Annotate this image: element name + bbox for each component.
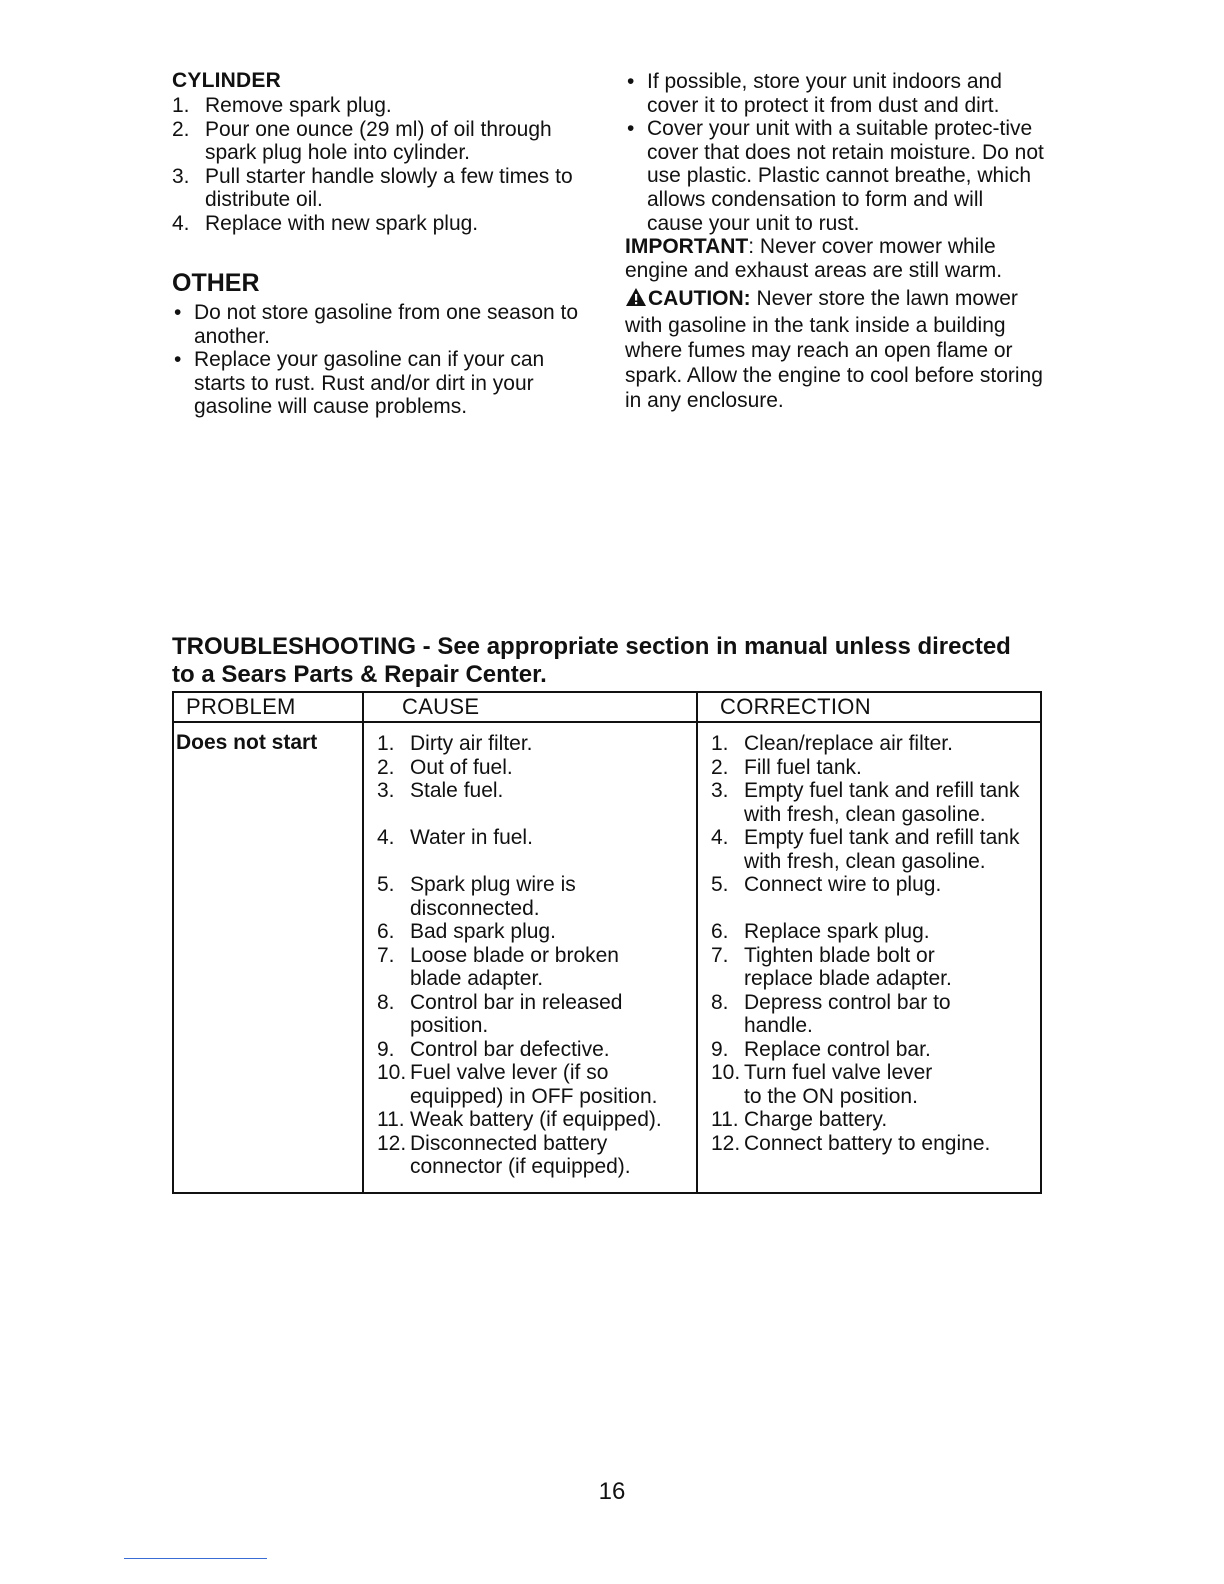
item-text: Empty fuel tank and refill tank with fresh, clean gasoline. (744, 779, 1020, 826)
item-text: Depress control bar to handle. (744, 990, 951, 1037)
list-item: 3. Pull starter handle slowly a few times to distribute oil. (172, 164, 573, 212)
item-text: Replace control bar. (744, 1037, 931, 1061)
item-text: Water in fuel. (410, 826, 533, 849)
item-number: 11. (711, 1108, 739, 1131)
item-text: Fuel valve lever (if so equipped) in OFF position. (410, 1061, 658, 1108)
item-number: 9. (377, 1037, 395, 1061)
important-label: IMPORTANT (625, 235, 749, 259)
item-text: Connect wire to plug. (744, 873, 942, 896)
other-section (172, 268, 592, 419)
item-number: 2. (377, 755, 395, 779)
item-number: 3. (711, 779, 729, 802)
item-text: Spark plug wire is disconnected. (410, 873, 576, 920)
list-item: 1. Remove spark plug. (172, 94, 392, 117)
item-number: 10. (711, 1061, 741, 1084)
item-text: Stale fuel. (410, 779, 504, 802)
item-text: Replace spark plug. (744, 920, 930, 943)
item-text: Tighten blade bolt or replace blade adapter. (744, 943, 952, 990)
item-number: 12. (377, 1131, 407, 1155)
important-note: IMPORTANT: Never cover mower while engine and exhaust areas are still warm. (625, 235, 1003, 282)
item-number: 1. (711, 732, 729, 755)
item-number: 4. (377, 826, 395, 849)
item-number: 3. (377, 779, 395, 802)
item-number: 6. (377, 920, 395, 943)
item-number: 7. (377, 943, 395, 967)
troubleshooting-title: TROUBLESHOOTING - See appropriate section in manual unless directed to a Sears Parts & Repair Center. (172, 633, 1011, 688)
item-text: Weak battery (if equipped). (410, 1108, 662, 1131)
bullet-icon: • (627, 117, 635, 141)
item-number: 6. (711, 920, 729, 943)
item-text: Loose blade or broken blade adapter. (410, 943, 619, 990)
item-number: 12. (711, 1131, 741, 1155)
item-number: 11. (377, 1108, 405, 1131)
item-text: Dirty air filter. (410, 732, 533, 755)
item-number: 10. (377, 1061, 407, 1084)
item-number: 9. (711, 1037, 729, 1061)
caution-label: CAUTION: (648, 287, 751, 311)
item-text: Control bar defective. (410, 1037, 610, 1061)
item-number: 1. (377, 732, 395, 755)
list-item: • Replace your gasoline can if your can starts to rust. Rust and/or dirt in your gasoline will cause problems. (174, 348, 545, 419)
cylinder-heading: CYLINDER (172, 69, 281, 92)
troubleshooting-table (172, 691, 1042, 1194)
item-text: Clean/replace air filter. (744, 732, 953, 755)
list-item: • If possible, store your unit indoors and cover it to protect it from dust and dirt. (627, 70, 1002, 117)
item-number: 8. (377, 990, 395, 1014)
item-text: Empty fuel tank and refill tank with fresh, clean gasoline. (744, 826, 1020, 873)
caution-note: CAUTION: Never store the lawn mower with gasoline in the tank inside a building where fumes may reach an open flame or spark. Allow the engine to cool before storing in any enclosure. (625, 287, 1043, 413)
item-text: Connect battery to engine. (744, 1131, 991, 1155)
item-text: Out of fuel. (410, 755, 513, 779)
item-text: Turn fuel valve lever to the ON position. (744, 1061, 933, 1108)
item-text: Fill fuel tank. (744, 755, 862, 779)
item-number: 4. (711, 826, 729, 849)
bullet-icon: • (627, 70, 635, 93)
list-item: • Cover your unit with a suitable protec-tive cover that does not retain moisture. Do not use plastic. Plastic cannot breathe, which allows condensation to form and will cause your unit to rust. (627, 117, 1044, 235)
warning-triangle-icon (625, 287, 647, 313)
storage-notes (625, 70, 1045, 413)
item-number: 7. (711, 943, 729, 967)
item-text: Disconnected battery connector (if equipped). (410, 1131, 631, 1178)
page-number: 16 (598, 1478, 626, 1505)
item-text: Bad spark plug. (410, 920, 556, 943)
list-item: • Do not store gasoline from one season to another. (174, 301, 579, 348)
cylinder-section (172, 68, 602, 236)
list-item: 2. Pour one ounce (29 ml) of oil through spark plug hole into cylinder. (172, 117, 552, 165)
item-number: 5. (711, 873, 729, 896)
bullet-icon: • (174, 348, 182, 372)
problem-cell: Does not start (176, 731, 318, 754)
item-text: Charge battery. (744, 1108, 888, 1131)
other-bullets (172, 301, 592, 419)
item-number: 2. (711, 755, 729, 779)
bullet-icon: • (174, 301, 182, 324)
header-problem: PROBLEM (186, 694, 296, 719)
item-number: 8. (711, 990, 729, 1014)
storage-bullets (625, 70, 1045, 235)
cylinder-steps (172, 94, 602, 236)
item-text: Control bar in released position. (410, 990, 623, 1037)
header-cause: CAUSE (402, 694, 480, 719)
footer-rule (124, 1558, 267, 1559)
item-number: 5. (377, 873, 395, 896)
header-correction: CORRECTION (720, 694, 871, 719)
list-item: 4. Replace with new spark plug. (172, 211, 479, 235)
other-heading: OTHER (172, 269, 260, 297)
